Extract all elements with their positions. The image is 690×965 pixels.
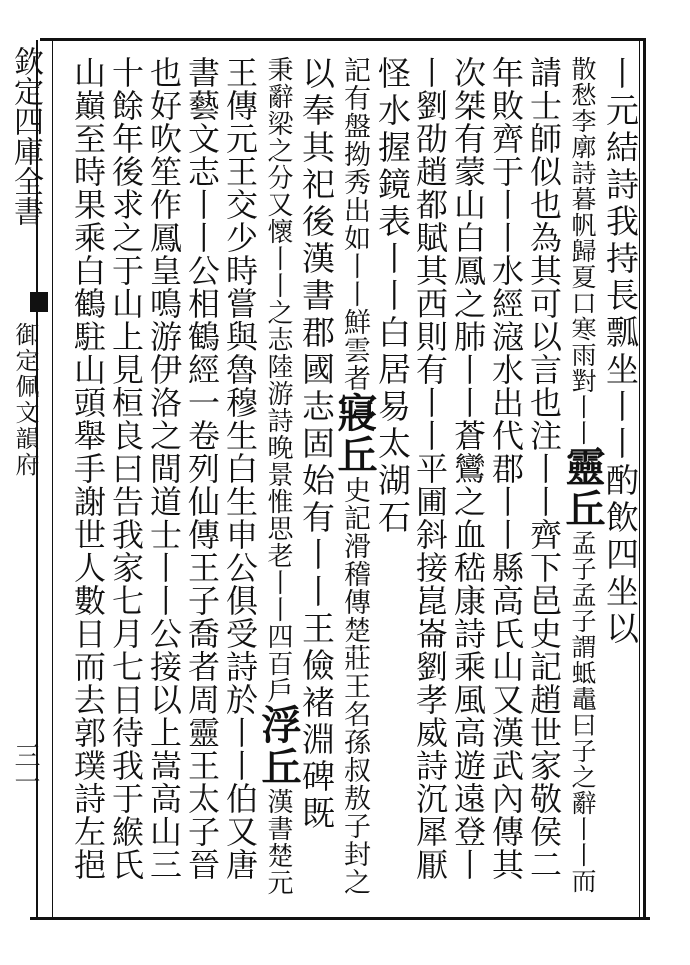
gutter-divider xyxy=(52,40,53,918)
column-8-note: 史記滑稽傳楚莊王名孫叔敖子封之 xyxy=(339,476,370,896)
page-number: 三一 xyxy=(10,742,40,794)
text-column-3 xyxy=(522,56,566,881)
text-column-7: 怪水握鏡表丨丨白居易太湖石 xyxy=(373,56,412,537)
frame-top-border xyxy=(40,38,646,41)
fishtail-mark xyxy=(30,292,48,312)
column-4-note: 漢武內傳其 xyxy=(487,716,525,881)
frame-bottom-border xyxy=(30,917,650,920)
text-column-11: 王傳元王交少時嘗與魯穆生白生申公俱受詩於丨丨伯又唐 xyxy=(221,56,259,881)
entry-heading-lingqiu: 靈丘 xyxy=(559,446,606,530)
text-column-6: 丨劉劭趙都賦其西則有丨丨平圃斜接崑崙劉孝威詩沉犀厭 xyxy=(411,56,449,881)
margin-volume-title: 御定佩文韻府 xyxy=(11,322,39,478)
column-8-text: 記有盤拗秀出如丨丨鮮雲者 xyxy=(339,56,370,392)
text-column-13: 也好吹笙作鳳皇鳴游伊洛之間道士丨丨公接以上嵩高山三 xyxy=(145,56,183,881)
frame-right-border xyxy=(643,38,646,918)
column-10-text: 秉辭梁之分又懷丨丨之志陸游詩晚景惟思老丨丨四百戶 xyxy=(263,56,293,704)
column-10-note: 漢書楚元 xyxy=(263,788,293,896)
column-4-text: 年敗齊于丨丨水經滱水出代郡丨丨縣高氏山又 xyxy=(487,56,525,716)
entry-heading-fuqiu: 浮丘 xyxy=(255,704,302,788)
text-column-16 xyxy=(62,56,106,181)
column-2-text: 散愁李廓詩暮帆歸夏口寒雨對丨丨 xyxy=(568,56,597,446)
text-column-10 xyxy=(256,56,300,896)
text-column-14: 十餘年後求之于山上見桓良曰告我家七月七日待我于緱氏 xyxy=(107,56,145,881)
column-2-note: 孟子孟子謂蚳鼃曰子之辭丨丨而 xyxy=(568,530,597,894)
text-column-12: 書藝文志丨丨公相鶴經一卷列仙傳王子喬者周靈王太子晉 xyxy=(183,56,221,881)
text-column-5: 次桀有蒙山白鳳之肺丨丨蒼鸞之血嵇康詩乘風高遊遠登丨 xyxy=(449,56,487,881)
column-3-text: 請士師似也為其可以言也注丨丨齊下邑 xyxy=(525,56,563,617)
text-column-2 xyxy=(560,56,604,894)
text-column-9: 以奉其祀後漢書郡國志固始有丨丨王儉褚淵碑既 xyxy=(297,56,336,833)
entry-heading-qinqiu: 寢丘 xyxy=(331,392,378,476)
margin-book-title: 欽定四庫全書 xyxy=(8,46,43,226)
text-column-15: 山巔至時果乘白鶴駐山頭舉手謝世人數日而去郭璞詩左挹 xyxy=(69,56,107,881)
column-3-note: 史記趙世家敬侯二 xyxy=(525,617,563,881)
text-column-4 xyxy=(484,56,528,881)
text-column-1: 丨元結詩我持長瓢坐丨丨酌飲四坐以 xyxy=(601,56,640,648)
text-column-8 xyxy=(332,56,376,896)
